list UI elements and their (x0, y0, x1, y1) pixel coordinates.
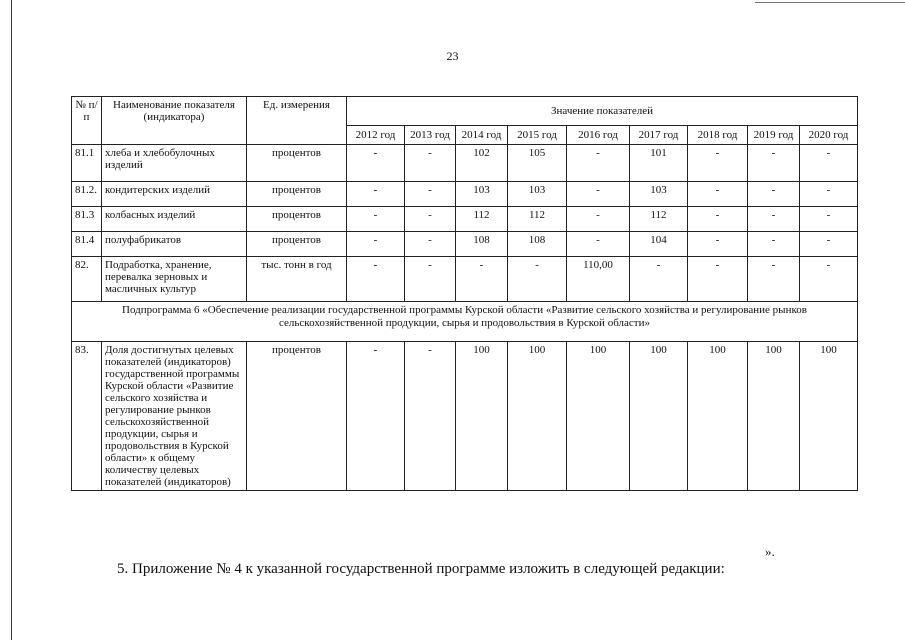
indicator-name: Подработка, хранение, перевалка зерновых и масличных культур (102, 257, 247, 302)
table-row (72, 207, 858, 232)
indicator-table (71, 96, 858, 491)
table-row (72, 232, 858, 257)
value-cell: 108 (508, 232, 567, 257)
value-cell: 100 (688, 342, 748, 491)
row-number: 81.4 (72, 232, 102, 257)
value-cell: 108 (456, 232, 508, 257)
value-cell: - (347, 207, 405, 232)
value-cell: 103 (630, 182, 688, 207)
value-cell: 102 (456, 145, 508, 182)
table-row (72, 257, 858, 302)
value-cell: - (800, 232, 858, 257)
row-number: 83. (72, 342, 102, 491)
row-number: 81.3 (72, 207, 102, 232)
value-cell: - (567, 145, 630, 182)
value-cell: 100 (630, 342, 688, 491)
value-cell: 100 (456, 342, 508, 491)
table-body-top (72, 145, 858, 302)
value-cell: - (748, 145, 800, 182)
value-cell: - (748, 207, 800, 232)
value-cell: 103 (508, 182, 567, 207)
value-cell: - (688, 232, 748, 257)
value-cell: - (405, 145, 456, 182)
value-cell: - (347, 342, 405, 491)
value-cell: - (800, 182, 858, 207)
value-cell: - (748, 257, 800, 302)
value-cell: 103 (456, 182, 508, 207)
header-num: № п/п (72, 97, 102, 145)
indicator-name: Доля достигнутых целевых показателей (индикаторов) государственной программы Курской области «Развитие сельского хозяйства и регулирование рынков сельскохозяйственной продукции, сырья и продовольствия в Курской области» к общему количеству целевых показателей (индикаторов) (102, 342, 247, 491)
value-cell: - (405, 342, 456, 491)
subprogram-heading: Подпрограмма 6 «Обеспечение реализации государственной программы Курской области «Развитие сельского хозяйства и регулирование рынков сельскохозяйственной продукции, сырья и продовольствия в Курской области» (72, 302, 858, 342)
subprogram-section (72, 302, 858, 342)
value-cell: 100 (567, 342, 630, 491)
unit: процентов (247, 145, 347, 182)
row-number: 81.1 (72, 145, 102, 182)
value-cell: - (630, 257, 688, 302)
header-year: 2013 год (405, 126, 456, 145)
value-cell: - (800, 207, 858, 232)
value-cell: 104 (630, 232, 688, 257)
value-cell: 101 (630, 145, 688, 182)
value-cell: 100 (508, 342, 567, 491)
row-number: 81.2. (72, 182, 102, 207)
table-row (72, 342, 858, 491)
header-year: 2015 год (508, 126, 567, 145)
value-cell: - (456, 257, 508, 302)
header-year: 2018 год (688, 126, 748, 145)
value-cell: - (508, 257, 567, 302)
page-number: 23 (446, 49, 459, 63)
unit: процентов (247, 342, 347, 491)
table-header (72, 97, 858, 145)
indicator-name: полуфабрикатов (102, 232, 247, 257)
value-cell: - (405, 207, 456, 232)
header-year: 2012 год (347, 126, 405, 145)
closing-quote-mark: ». (765, 544, 775, 559)
value-cell: 112 (630, 207, 688, 232)
value-cell: - (748, 182, 800, 207)
value-cell: - (800, 257, 858, 302)
value-cell: - (688, 182, 748, 207)
value-cell: - (567, 232, 630, 257)
header-year: 2017 год (630, 126, 688, 145)
header-indicator-name: Наименование показателя (индикатора) (102, 97, 247, 145)
value-cell: - (800, 145, 858, 182)
value-cell: - (347, 257, 405, 302)
table-row (72, 182, 858, 207)
table-body-bottom (72, 342, 858, 491)
row-number: 82. (72, 257, 102, 302)
header-year: 2016 год (567, 126, 630, 145)
value-cell: 100 (748, 342, 800, 491)
top-margin-line (755, 2, 905, 3)
indicator-name: кондитерских изделий (102, 182, 247, 207)
value-cell: - (748, 232, 800, 257)
value-cell: - (688, 207, 748, 232)
unit: процентов (247, 232, 347, 257)
value-cell: - (405, 232, 456, 257)
unit: процентов (247, 182, 347, 207)
value-cell: - (688, 257, 748, 302)
value-cell: 100 (800, 342, 858, 491)
value-cell: - (347, 182, 405, 207)
unit: тыс. тонн в год (247, 257, 347, 302)
header-year: 2014 год (456, 126, 508, 145)
value-cell: 112 (508, 207, 567, 232)
value-cell: - (347, 232, 405, 257)
value-cell: - (405, 257, 456, 302)
value-cell: 110,00 (567, 257, 630, 302)
value-cell: 105 (508, 145, 567, 182)
value-cell: - (567, 182, 630, 207)
value-cell: 112 (456, 207, 508, 232)
value-cell: - (688, 145, 748, 182)
header-unit: Ед. измерения (247, 97, 347, 145)
table-row (72, 145, 858, 182)
left-margin-line (11, 0, 12, 640)
header-year: 2020 год (800, 126, 858, 145)
indicator-name: хлеба и хлебобулочных изделий (102, 145, 247, 182)
value-cell: - (567, 207, 630, 232)
indicator-name: колбасных изделий (102, 207, 247, 232)
value-cell: - (347, 145, 405, 182)
header-values: Значение показателей (347, 97, 858, 126)
instruction-text: 5. Приложение № 4 к указанной государственной программе изложить в следующей редакции: (117, 561, 725, 577)
value-cell: - (405, 182, 456, 207)
header-year: 2019 год (748, 126, 800, 145)
unit: процентов (247, 207, 347, 232)
